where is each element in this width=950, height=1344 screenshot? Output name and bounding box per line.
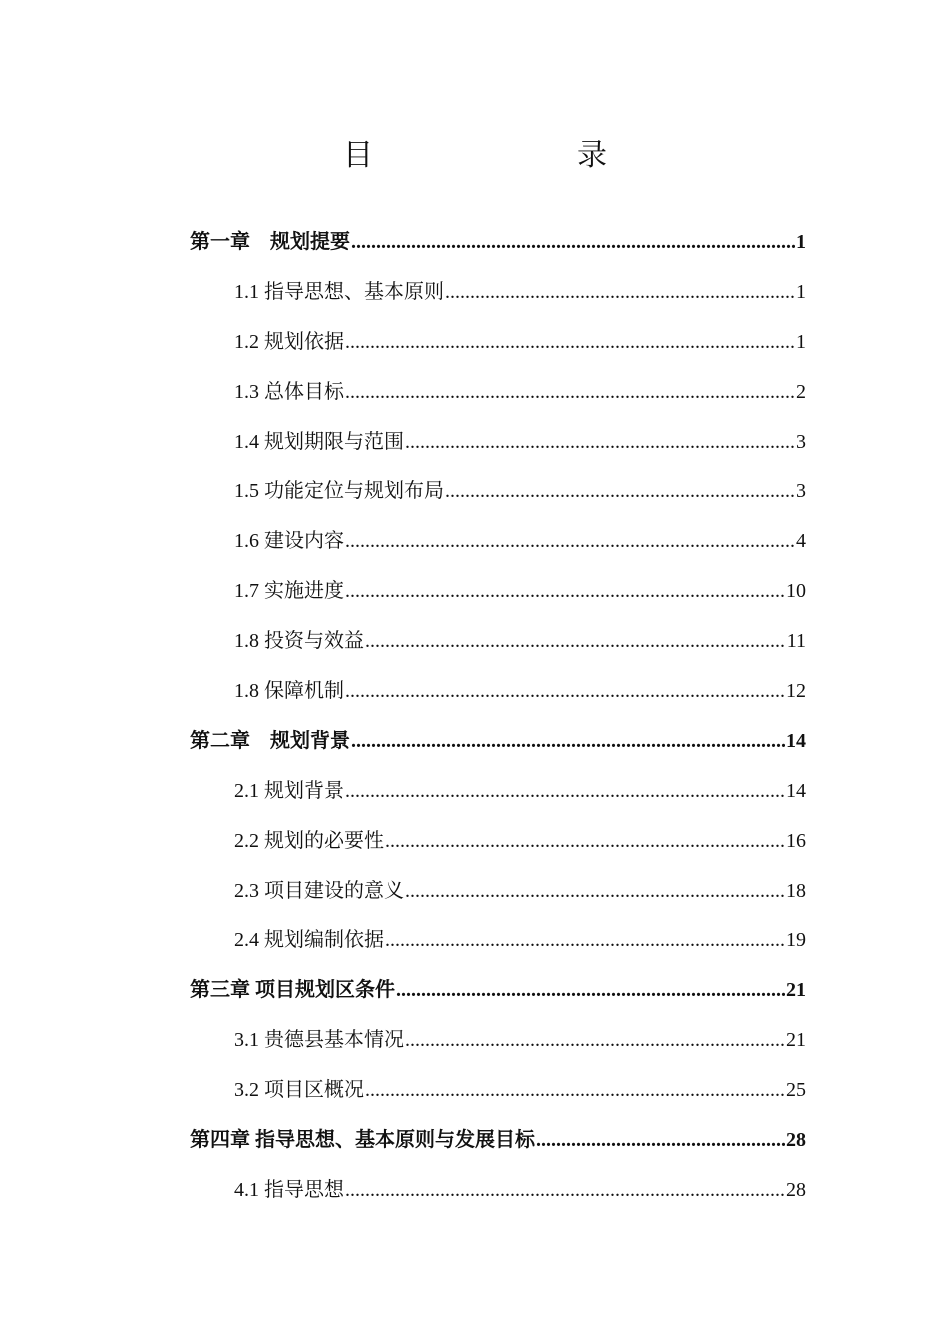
toc-leader-dots bbox=[445, 281, 795, 304]
toc-leader-dots bbox=[536, 1129, 785, 1152]
toc-entry-1-7[interactable] bbox=[190, 574, 806, 624]
toc-entry-1-4[interactable] bbox=[190, 425, 806, 475]
toc-entry-2-4[interactable] bbox=[190, 923, 806, 973]
toc-entry-1-6[interactable] bbox=[190, 524, 806, 574]
toc-entry-page: 3 bbox=[796, 480, 806, 503]
toc-entry-label: 第一章 规划提要 bbox=[190, 231, 350, 253]
toc-entry-page: 16 bbox=[786, 829, 806, 852]
toc-leader-dots bbox=[405, 1029, 785, 1052]
toc-leader-dots bbox=[365, 1079, 785, 1102]
toc-leader-dots bbox=[345, 680, 785, 703]
toc-entry-label: 1.1 指导思想、基本原则 bbox=[234, 280, 444, 303]
toc-entry-label: 第二章 规划背景 bbox=[190, 729, 350, 752]
toc-leader-dots bbox=[345, 780, 785, 803]
page-title: 目 录 bbox=[343, 139, 655, 172]
toc-entry-4-1[interactable] bbox=[190, 1173, 806, 1223]
toc-entry-label: 2.3 项目建设的意义 bbox=[234, 879, 404, 902]
toc-entry-label: 1.8 投资与效益 bbox=[234, 630, 364, 653]
toc-entry-page: 4 bbox=[796, 530, 806, 553]
toc-entry-1-1[interactable] bbox=[190, 275, 806, 325]
toc-entry-page: 1 bbox=[796, 231, 806, 253]
table-of-contents bbox=[190, 225, 806, 1223]
toc-leader-dots bbox=[396, 979, 785, 1002]
toc-entry-label: 1.4 规划期限与范围 bbox=[234, 430, 404, 453]
toc-entry-page: 18 bbox=[786, 879, 806, 902]
toc-entry-1-2[interactable] bbox=[190, 325, 806, 375]
toc-entry-3-1[interactable] bbox=[190, 1023, 806, 1073]
toc-entry-label: 3.1 贵德县基本情况 bbox=[234, 1029, 404, 1052]
toc-entry-page: 12 bbox=[786, 680, 806, 703]
toc-entry-page: 19 bbox=[786, 929, 806, 952]
toc-leader-dots bbox=[345, 381, 795, 404]
toc-entry-label: 1.8 保障机制 bbox=[234, 680, 344, 703]
toc-entry-page: 21 bbox=[786, 1029, 806, 1052]
toc-entry-page: 10 bbox=[786, 580, 806, 603]
toc-leader-dots bbox=[405, 880, 785, 903]
toc-entry-page: 3 bbox=[796, 430, 806, 453]
toc-entry-page: 2 bbox=[796, 380, 806, 403]
toc-entry-3-2[interactable] bbox=[190, 1073, 806, 1123]
toc-leader-dots bbox=[405, 431, 795, 454]
toc-entry-2-3[interactable] bbox=[190, 874, 806, 924]
toc-entry-chapter-4[interactable] bbox=[190, 1123, 806, 1173]
toc-leader-dots bbox=[345, 331, 795, 354]
toc-entry-1-8-investment[interactable] bbox=[190, 624, 806, 674]
toc-leader-dots bbox=[345, 580, 785, 603]
toc-entry-2-2[interactable] bbox=[190, 824, 806, 874]
toc-leader-dots bbox=[445, 480, 795, 503]
toc-entry-label: 2.4 规划编制依据 bbox=[234, 929, 384, 952]
toc-entry-label: 1.6 建设内容 bbox=[234, 530, 344, 553]
toc-entry-label: 2.2 规划的必要性 bbox=[234, 829, 384, 852]
toc-entry-page: 21 bbox=[786, 979, 806, 1002]
toc-entry-label: 第四章 指导思想、基本原则与发展目标 bbox=[190, 1129, 535, 1152]
toc-entry-chapter-1[interactable] bbox=[190, 225, 806, 275]
toc-leader-dots bbox=[345, 530, 795, 553]
toc-entry-chapter-3[interactable] bbox=[190, 973, 806, 1023]
toc-entry-page: 1 bbox=[796, 280, 806, 303]
toc-leader-dots bbox=[351, 231, 795, 254]
toc-entry-2-1[interactable] bbox=[190, 774, 806, 824]
toc-entry-page: 14 bbox=[786, 779, 806, 802]
toc-entry-label: 4.1 指导思想 bbox=[234, 1178, 344, 1201]
toc-entry-label: 3.2 项目区概况 bbox=[234, 1079, 364, 1102]
toc-entry-label: 1.7 实施进度 bbox=[234, 580, 344, 603]
toc-entry-1-3[interactable] bbox=[190, 375, 806, 425]
toc-leader-dots bbox=[385, 929, 785, 952]
toc-entry-page: 28 bbox=[786, 1178, 806, 1201]
toc-entry-page: 11 bbox=[786, 630, 806, 653]
toc-entry-page: 14 bbox=[786, 729, 806, 752]
toc-leader-dots bbox=[365, 630, 786, 653]
toc-entry-1-5[interactable] bbox=[190, 474, 806, 524]
toc-leader-dots bbox=[385, 830, 785, 853]
toc-leader-dots bbox=[345, 1179, 785, 1202]
toc-entry-page: 25 bbox=[786, 1079, 806, 1102]
toc-entry-label: 1.5 功能定位与规划布局 bbox=[234, 480, 444, 503]
toc-entry-label: 1.2 规划依据 bbox=[234, 330, 344, 353]
toc-leader-dots bbox=[351, 730, 785, 753]
toc-entry-1-8-safeguard[interactable] bbox=[190, 674, 806, 724]
toc-entry-label: 2.1 规划背景 bbox=[234, 779, 344, 802]
toc-entry-label: 1.3 总体目标 bbox=[234, 380, 344, 403]
toc-entry-page: 1 bbox=[796, 330, 806, 353]
toc-entry-chapter-2[interactable] bbox=[190, 724, 806, 774]
toc-entry-label: 第三章 项目规划区条件 bbox=[190, 979, 395, 1002]
toc-entry-page: 28 bbox=[786, 1129, 806, 1152]
